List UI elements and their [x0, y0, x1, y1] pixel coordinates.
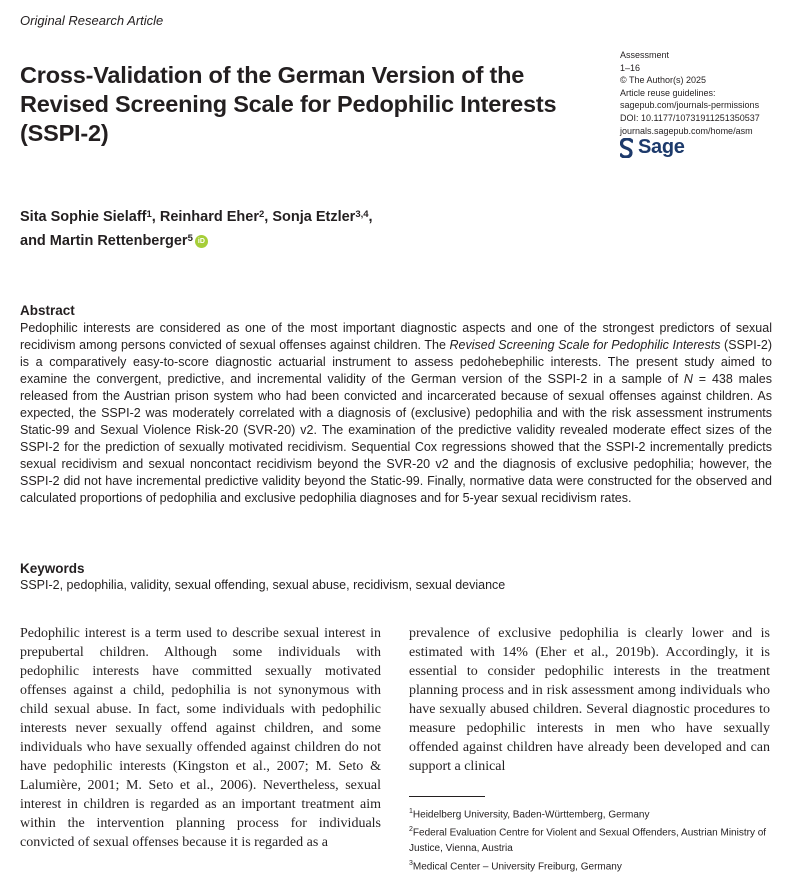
footnote-item	[409, 856, 779, 874]
footnote-item	[409, 804, 779, 822]
affiliation-marker: 5	[187, 233, 193, 244]
keywords-list: SSPI-2, pedophilia, validity, sexual offending, sexual abuse, recidivism, sexual deviance	[20, 578, 506, 592]
footnote-divider	[409, 796, 485, 797]
footnote-text: Medical Center – University Freiburg, Germany	[412, 860, 622, 872]
body-column-left: Pedophilic interest is a term used to describe sexual interest in prepubertal children. Although some individuals with pedophilic interests have committed sexually motivated offenses against a child, pedophilia is not synonymous with child sexual abuse. In fact, some individuals with pedophilic interests never sexually offend against children, and some individuals who have sexually offended against children do not have pedophilic interests (Kingston et al., 2007; M. Seto & Lalumière, 2001; M. Seto et al., 2006). Nevertheless, sexual interest in children is regarded as an important treatment aim within the intervention planning process for individuals convicted of sexual offenses because it is regarded as a	[20, 626, 381, 850]
journal-homepage-link[interactable]: journals.sagepub.com/home/asm	[620, 125, 753, 136]
publisher-name: Sage	[638, 136, 685, 158]
abstract-text	[20, 320, 772, 507]
doi-link[interactable]: DOI: 10.1177/10731911251350537	[620, 112, 760, 123]
affiliation-marker: 3,4	[355, 209, 369, 220]
abstract-segment: = 438 males released from the Austrian prison system who had been convicted and incarcerated because of sexual offenses against children. As expected, the SSPI-2 was moderately correlated with a diagnosis of (exclusive) pedophilia and with the risk assessment instruments Static-99 and Sexual Violence Risk-20 (SVR-20) v2. The examination of the predictive validity revealed moderate effect sizes of the SSPI-2 for the prediction of sexually motivated recidivism. Sequential Cox regressions showed that the SSPI-2 incrementally predicts sexual recidivism and sexual noncontact recidivism beyond the SVR-20 v2 and the diagnosis of exclusive pedophilia; however, the SSPI-2 did not have incremental predictive validity beyond the Static-99. Finally, normative data were constructed for the observed and calculated proportions of pedophilia and exclusive pedophilia diagnoses and for 5-year sexual recidivism rates.	[20, 372, 772, 505]
reuse-label: Article reuse guidelines:	[620, 87, 716, 98]
affiliation-marker: 2	[258, 209, 265, 220]
abstract-italic-segment: N	[683, 372, 693, 386]
footnote-item	[409, 822, 779, 855]
author-separator: ,	[368, 209, 373, 225]
journal-name: Assessment	[620, 50, 670, 60]
page-range: 1–16	[620, 62, 641, 73]
footnote-marker: 2	[409, 826, 413, 834]
author-name: and Martin Rettenberger	[20, 233, 188, 249]
abstract-segment: Pedophilic interests are considered as one of the most important diagnostic aspects and one of the strongest predictors of sexual recidivism among persons convicted of sexual offenses against children. The	[20, 321, 772, 352]
publisher-logo	[620, 136, 685, 159]
footnote-text: Heidelberg University, Baden-Württemberg, Germany	[412, 809, 650, 821]
body-column-right: prevalence of exclusive pedophilia is clearly lower and is estimated with 14% (Eher et al., 2019b). Accordingly, it is essential to consider pedophilic interests in the treatment planning process and in risk assessment among individuals who have sexually abused children. Several diagnostic procedures to measure pedophilic interests in men who have sexually offended against children have already been developed and can support a clinical	[409, 626, 770, 774]
abstract-heading: Abstract	[20, 303, 75, 318]
affiliation-footnotes	[409, 804, 779, 874]
keywords-heading: Keywords	[20, 561, 85, 576]
abstract-segment: (SSPI-2) is a comparatively easy-to-score diagnostic actuarial instrument to assess pedohebephilic interests. The present study aimed to examine the convergent, predictive, and incremental validity of the German version of the SSPI-2 in a sample of	[20, 338, 772, 386]
author-name: , Reinhard Eher	[151, 209, 259, 225]
journal-metadata	[620, 49, 785, 137]
footnote-marker: 1	[409, 808, 413, 815]
copyright: © The Author(s) 2025	[620, 75, 707, 86]
author-list	[20, 205, 580, 253]
article-type-label: Original Research Article	[20, 13, 164, 28]
sage-logo-icon	[620, 138, 633, 158]
affiliation-marker: 1	[146, 209, 152, 220]
author-name: , Sonja Etzler	[264, 209, 356, 225]
author-name: Sita Sophie Sielaff	[20, 209, 147, 225]
footnote-text: Federal Evaluation Centre for Violent and Sexual Offenders, Austrian Ministry of Justice, Vienna, Austria	[409, 827, 767, 854]
permissions-link[interactable]: sagepub.com/journals-permissions	[620, 100, 760, 111]
orcid-icon[interactable]: iD	[195, 235, 208, 248]
article-title: Cross-Validation of the German Version of the Revised Screening Scale for Pedophilic Interests (SSPI-2)	[20, 62, 557, 146]
footnote-marker: 3	[409, 859, 413, 867]
abstract-italic-segment: Revised Screening Scale for Pedophilic Interests	[449, 338, 721, 352]
